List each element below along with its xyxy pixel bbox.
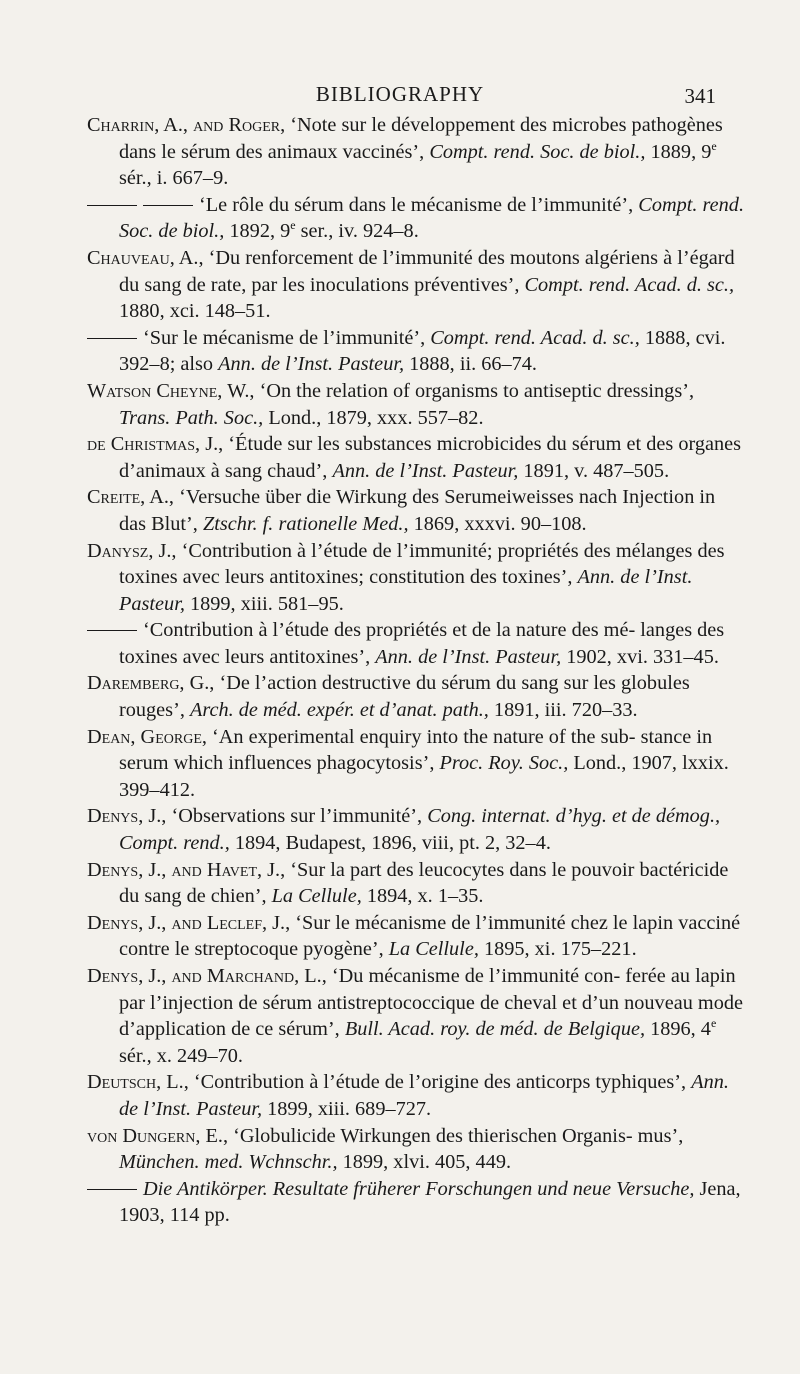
ditto-dash bbox=[87, 205, 137, 206]
entry-author: Creite, A., bbox=[87, 486, 174, 509]
entry-details: 1899, xlvi. 405, 449. bbox=[337, 1151, 512, 1174]
entry-journal: Ztschr. f. rationelle Med., bbox=[202, 512, 409, 535]
entry-journal: La Cellule, bbox=[271, 885, 362, 908]
entry-journal: Proc. Roy. Soc., bbox=[439, 752, 569, 775]
entry-year: 1889, 9 bbox=[645, 140, 712, 163]
page-number: 341 bbox=[684, 84, 716, 108]
bibliography-entry bbox=[87, 1069, 747, 1122]
entry-details: 1891, v. 487–505. bbox=[518, 459, 670, 482]
bibliography-entry bbox=[87, 857, 747, 910]
entry-title: ‘Versuche über die Wirkung des Serumeiweisses nach Injection in das Blut’, bbox=[119, 486, 716, 535]
entry-journal: Compt. rend. Acad. d. sc., bbox=[524, 273, 735, 296]
bibliography-entry bbox=[87, 910, 747, 963]
entry-author: de Christmas, J., bbox=[87, 433, 224, 456]
entry-details: 1902, xvi. 331–45. bbox=[561, 645, 719, 668]
entry-title: ‘On the relation of organisms to antiseptic dressings’, bbox=[254, 379, 695, 402]
bibliography-entry bbox=[87, 378, 747, 431]
entry-details: 1899, xiii. 689–727. bbox=[262, 1097, 432, 1120]
entry-title: ‘Du mécanisme de l’immunité con- ferée au lapin par l’injection de sérum antistreptococcique de cheval et d’un nouveau mode d’application de ce sérum’, bbox=[119, 965, 743, 1041]
entry-details: 1895, xi. 175–221. bbox=[478, 938, 637, 961]
entry-title: ‘Sur la part des leucocytes dans le pouvoir bactéricide du sang de chien’, bbox=[119, 858, 729, 908]
bibliography-list bbox=[87, 112, 747, 1229]
entry-journal: Die Antikörper. Resultate früherer Forschungen und neue Versuche, bbox=[143, 1177, 695, 1200]
bibliography-entry bbox=[87, 617, 747, 670]
entry-details: Lond., 1879, xxx. 557–82. bbox=[263, 406, 484, 429]
entry-details: 1869, xxxvi. 90–108. bbox=[408, 512, 587, 535]
entry-details: Lond., 1907, lxxix. 399–412. bbox=[119, 752, 729, 801]
bibliography-entry bbox=[87, 325, 747, 378]
bibliography-entry bbox=[87, 803, 747, 856]
entry-title: ‘Note sur le développement des microbes pathogènes dans le sérum des animaux vaccinés’, bbox=[119, 114, 723, 163]
entry-title: ‘Le rôle du sérum dans le mécanisme de l’immunité’, bbox=[199, 193, 639, 216]
entry-year: 1892, 9 bbox=[224, 220, 291, 243]
entry-author: Chauveau, A., bbox=[87, 246, 204, 269]
ditto-dash bbox=[143, 205, 193, 206]
entry-details: sér., i. 667–9. bbox=[119, 167, 229, 190]
entry-details: 1894, Budapest, 1896, viii, pt. 2, 32–4. bbox=[229, 832, 551, 855]
entry-journal: Bull. Acad. roy. de méd. de Belgique, bbox=[344, 1018, 646, 1041]
entry-title: ‘Étude sur les substances microbicides du sérum et des organes d’animaux à sang chaud’, bbox=[119, 433, 742, 482]
entry-title: ‘Sur le mécanisme de l’immunité’, bbox=[143, 326, 431, 349]
entry-journal: Ann. de l’Inst. Pasteur, bbox=[375, 645, 562, 668]
bibliography-entry bbox=[87, 245, 747, 325]
bibliography-entry bbox=[87, 1123, 747, 1176]
bibliography-entry bbox=[87, 963, 747, 1069]
entry-author: Deutsch, L., bbox=[87, 1071, 189, 1094]
bibliography-entry bbox=[87, 192, 747, 245]
entry-journal-secondary: Ann. de l’Inst. Pasteur, bbox=[218, 353, 405, 376]
ditto-dash bbox=[87, 1189, 137, 1190]
entry-details: 1899, xiii. 581–95. bbox=[184, 592, 344, 615]
bibliography-entry bbox=[87, 538, 747, 618]
bibliography-entry bbox=[87, 1176, 747, 1229]
entry-journal: Ann. de l’Inst. Pasteur, bbox=[119, 1071, 729, 1120]
entry-details: 1894, x. 1–35. bbox=[361, 885, 484, 908]
entry-title: ‘Globulicide Wirkungen des thierischen Organis- mus’, bbox=[228, 1124, 684, 1147]
entry-title: ‘Du renforcement de l’immunité des moutons algériens à l’égard du sang de rate, par les inoculations préventives’, bbox=[119, 246, 735, 296]
entry-author: Denys, J., bbox=[87, 805, 167, 828]
entry-author: Denys, J., and Marchand, L., bbox=[87, 965, 327, 987]
bibliography-entry bbox=[87, 724, 747, 804]
entry-author: Danysz, J., bbox=[87, 539, 177, 562]
bibliography-entry bbox=[87, 484, 747, 537]
entry-author: Dean, George, bbox=[87, 725, 207, 748]
entry-journal: La Cellule, bbox=[388, 938, 479, 961]
entry-title: ‘De l’action destructive du sérum du sang sur les globules rouges’, bbox=[119, 672, 690, 722]
page-header bbox=[0, 82, 800, 110]
entry-title: ‘Contribution à l’étude de l’immunité; propriétés des mélanges des toxines avec leurs antitoxines; constitution des toxines’, bbox=[119, 539, 725, 589]
entry-journal: Cong. internat. d’hyg. et de démog., Compt. rend., bbox=[119, 805, 721, 855]
entry-author: Daremberg, G., bbox=[87, 672, 215, 695]
ditto-dash bbox=[87, 338, 137, 339]
entry-journal: Ann. de l’Inst. Pasteur, bbox=[119, 566, 693, 615]
entry-journal: München. med. Wchnschr., bbox=[119, 1151, 338, 1174]
entry-journal: Compt. rend. Acad. d. sc., bbox=[430, 326, 640, 349]
entry-superscript: e bbox=[711, 138, 717, 153]
entry-journal: Trans. Path. Soc., bbox=[119, 406, 264, 429]
entry-journal: Compt. rend. Soc. de biol., bbox=[119, 193, 745, 243]
entry-journal: Ann. de l’Inst. Pasteur, bbox=[332, 459, 519, 482]
entry-title: ‘An experimental enquiry into the nature of the sub- stance in serum which influences phagocytosis’, bbox=[119, 725, 713, 775]
entry-author: Charrin, A., and Roger, bbox=[87, 114, 286, 136]
entry-year: 1896, 4 bbox=[645, 1018, 711, 1041]
entry-superscript: e bbox=[290, 218, 296, 233]
entry-journal: Compt. rend. Soc. de biol., bbox=[429, 140, 646, 163]
entry-details: 1880, xci. 148–51. bbox=[119, 300, 271, 323]
running-title: BIBLIOGRAPHY bbox=[315, 82, 485, 106]
bibliography-entry bbox=[87, 112, 747, 192]
entry-title: ‘Contribution à l’étude de l’origine des anticorps typhiques’, bbox=[188, 1071, 692, 1094]
entry-title: ‘Sur le mécanisme de l’immunité chez le lapin vacciné contre le streptocoque pyogène’, bbox=[119, 911, 741, 961]
entry-superscript: e bbox=[710, 1016, 717, 1031]
entry-details: 1891, iii. 720–33. bbox=[488, 699, 638, 722]
entry-journal: Arch. de méd. expér. et d’anat. path., bbox=[189, 699, 489, 722]
entry-author: Denys, J., and Havet, J., bbox=[87, 858, 286, 881]
entry-details: 1888, cvi. 392–8; also bbox=[119, 326, 726, 376]
entry-title: ‘Contribution à l’étude des propriétés et de la nature des mé- langes des toxines avec leurs antitoxines’, bbox=[119, 619, 725, 668]
entry-author: Watson Cheyne, W., bbox=[87, 379, 255, 402]
entry-author: von Dungern, E., bbox=[87, 1124, 229, 1147]
entry-details: ser., iv. 924–8. bbox=[295, 220, 419, 243]
entry-author: Denys, J., and Leclef, J., bbox=[87, 911, 291, 934]
bibliography-entry bbox=[87, 431, 747, 484]
entry-details-secondary: 1888, ii. 66–74. bbox=[404, 353, 538, 376]
entry-details: sér., x. 249–70. bbox=[119, 1044, 243, 1067]
entry-title: ‘Observations sur l’immunité’, bbox=[166, 805, 428, 828]
ditto-dash bbox=[87, 630, 137, 631]
entry-details: Jena, 1903, 114 pp. bbox=[119, 1177, 741, 1227]
bibliography-entry bbox=[87, 670, 747, 723]
